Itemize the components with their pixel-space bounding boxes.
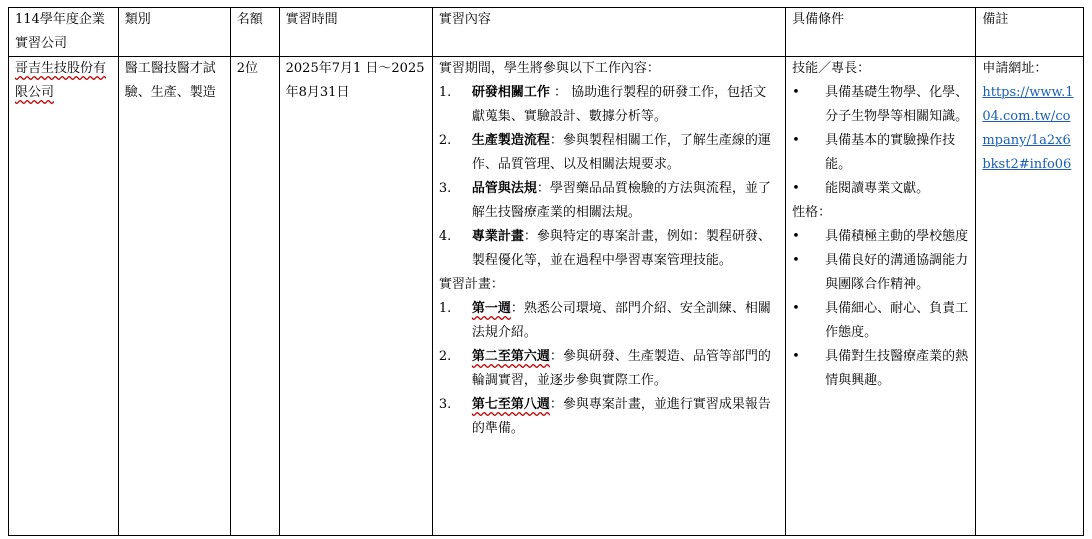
item-sep: ： — [536, 181, 550, 196]
list-item — [792, 345, 969, 393]
conditions-cell — [786, 57, 976, 536]
skill-text: 能閱讀專業文獻。 — [825, 181, 930, 196]
item-sep: ： — [549, 85, 572, 100]
list-item — [439, 225, 779, 273]
item-title: 第七至第八週 — [471, 397, 550, 412]
bullet-icon: • — [792, 253, 800, 268]
item-sep: ： — [549, 349, 563, 364]
item-text: 學習藥品品質檢驗的方法與流程，並了解生技醫療產業的相關法規。 — [471, 181, 771, 220]
item-number: 2. — [438, 133, 452, 148]
item-title: 第一週 — [471, 301, 511, 316]
content-cell — [432, 57, 785, 536]
trait-text: 具備對生技醫療產業的熱情與興趣。 — [825, 349, 969, 388]
list-item — [792, 297, 969, 345]
bullet-icon: • — [792, 85, 800, 100]
list-item — [439, 129, 779, 177]
item-number: 4. — [438, 229, 452, 244]
item-text: 參與專案計畫，並進行實習成果報告的準備。 — [471, 397, 771, 436]
content-list — [439, 81, 779, 273]
header-notes: 備註 — [976, 8, 1084, 57]
list-item — [792, 177, 969, 201]
trait-text: 具備積極主動的學校態度 — [825, 229, 969, 244]
table-row — [9, 57, 1084, 536]
category-text: 醫工醫技醫才試驗、生產、製造 — [124, 61, 216, 100]
skill-text: 具備基本的實驗操作技能。 — [825, 133, 956, 172]
list-item — [792, 225, 969, 249]
category-cell — [118, 57, 230, 536]
item-title: 研發相關工作 — [471, 85, 550, 100]
bullet-icon: • — [792, 349, 800, 364]
item-text: 參與研發、生產製造、品管等部門的輪調實習，並逐步參與實際工作。 — [471, 349, 771, 388]
item-title: 生產製造流程 — [471, 133, 550, 148]
header-quota: 名額 — [230, 8, 279, 57]
period-cell — [279, 57, 432, 536]
header-row — [9, 8, 1084, 57]
item-text: 熟悉公司環境、部門介紹、安全訓練、相關法規介紹。 — [471, 301, 771, 340]
notes-cell — [976, 57, 1084, 536]
header-category: 類別 — [118, 8, 230, 57]
internship-table — [8, 7, 1084, 536]
item-title: 專業計畫 — [471, 229, 524, 244]
content-intro: 實習期間，學生將參與以下工作內容： — [438, 61, 660, 76]
list-item — [439, 297, 779, 345]
apply-label: 申請網址： — [982, 61, 1048, 76]
company-name: 哥吉生技股份有限公司 — [15, 61, 107, 100]
quota-cell — [230, 57, 279, 536]
item-title: 品管與法規 — [471, 181, 537, 196]
trait-text: 具備細心、耐心、負責工作態度。 — [825, 301, 969, 340]
header-period: 實習時間 — [279, 8, 432, 57]
item-text: 參與製程相關工作，了解生產線的運作、品質管理、以及相關法規要求。 — [471, 133, 771, 172]
item-title: 第二至第六週 — [471, 349, 550, 364]
header-conditions: 具備條件 — [786, 8, 976, 57]
item-text: 參與特定的專案計畫，例如：製程研發、製程優化等，並在過程中學習專案管理技能。 — [471, 229, 771, 268]
list-item — [792, 129, 969, 177]
item-sep: ： — [549, 397, 563, 412]
company-cell — [9, 57, 119, 536]
list-item — [439, 393, 779, 441]
bullet-icon: • — [792, 181, 800, 196]
header-company: 114學年度企業實習公司 — [9, 8, 119, 57]
period-text: 2025年7月1 日～2025年8月31日 — [285, 61, 425, 100]
item-number: 1. — [438, 85, 452, 100]
item-number: 2. — [438, 349, 452, 364]
skill-text: 具備基礎生物學、化學、分子生物學等相關知識。 — [825, 85, 969, 124]
plan-list — [439, 297, 779, 441]
item-number: 3. — [438, 181, 452, 196]
trait-text: 具備良好的溝通協調能力與團隊合作精神。 — [825, 253, 969, 292]
personality-list — [792, 225, 969, 393]
list-item — [439, 177, 779, 225]
list-item — [439, 81, 779, 129]
quota-text: 2位 — [236, 61, 259, 76]
item-number: 3. — [438, 397, 452, 412]
item-sep: ： — [549, 133, 563, 148]
item-text: 協助進行製程的研發工作，包括文獻蒐集、實驗設計、數據分析等。 — [471, 85, 767, 124]
bullet-icon: • — [792, 301, 800, 316]
apply-link[interactable]: https://www.104.com.tw/company/1a2x6bkst2#info06 — [982, 85, 1074, 172]
item-number: 1. — [438, 301, 452, 316]
list-item — [439, 345, 779, 393]
header-content: 實習內容 — [432, 8, 785, 57]
list-item — [792, 81, 969, 129]
item-sep: ： — [510, 301, 524, 316]
item-sep: ： — [523, 229, 537, 244]
skills-title: 技能／專長： — [792, 61, 871, 76]
personality-title: 性格： — [792, 205, 832, 220]
list-item — [792, 249, 969, 297]
plan-title: 實習計畫： — [438, 277, 504, 292]
bullet-icon: • — [792, 229, 800, 244]
bullet-icon: • — [792, 133, 800, 148]
skills-list — [792, 81, 969, 201]
